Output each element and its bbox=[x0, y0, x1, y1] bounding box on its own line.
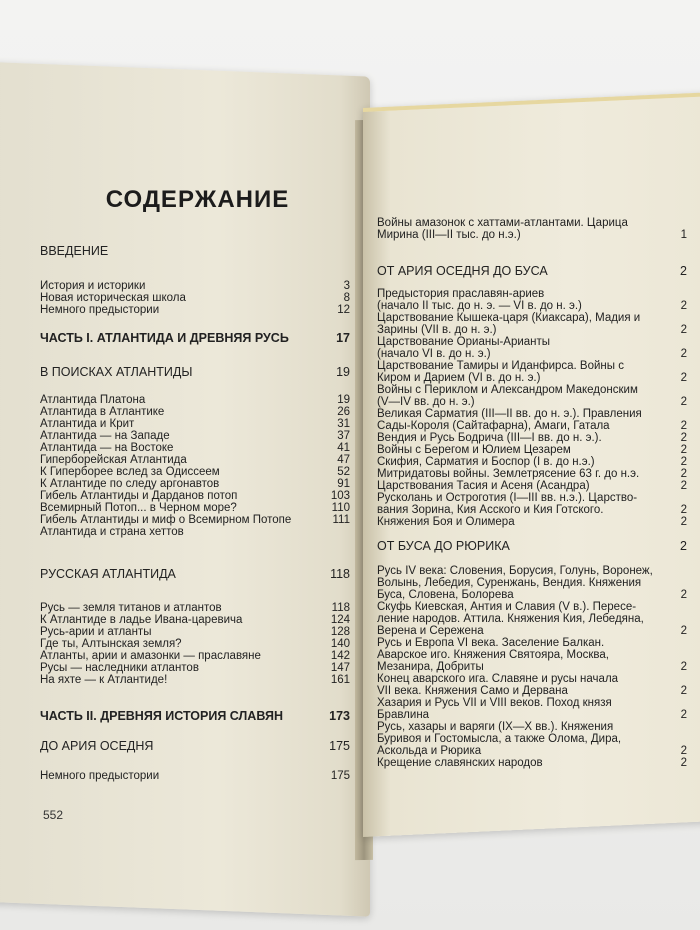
toc-entry-page: 2 bbox=[680, 480, 687, 492]
toc-entry-title: Атлантида и Крит bbox=[40, 418, 135, 430]
toc-entry-title: Предыстория праславян-ариев bbox=[377, 288, 545, 300]
toc-entry-title: Войны с Периклом и Александром Македонским bbox=[377, 384, 638, 396]
toc-entry-page: 1 bbox=[680, 229, 687, 241]
toc-entry bbox=[40, 568, 350, 581]
toc-entry-title: Сады-Короля (Сайтафарна), Амаги, Гатала bbox=[377, 420, 610, 432]
toc-entry-title: Русколань и Остроготия (I—III вв. н.э.). Царство- bbox=[377, 492, 638, 504]
toc-entry-title: Немного предыстории bbox=[40, 770, 160, 782]
toc-entry-title: К Гиперборее вслед за Одиссеем bbox=[40, 466, 220, 478]
toc-entry-title: Митридатовы войны. Землетрясение 63 г. до н.э. bbox=[377, 468, 640, 480]
toc-entry-title: К Атлантиде по следу аргонавтов bbox=[40, 478, 220, 490]
toc-entry-title: (V—IV вв. до н. э.) bbox=[377, 396, 475, 408]
toc-entry-title: РУССКАЯ АТЛАНТИДА bbox=[40, 567, 176, 581]
toc-entry-page: 2 bbox=[680, 745, 687, 757]
toc-entry-title: Аварское иго. Княжения Святояра, Москва, bbox=[377, 649, 609, 661]
toc-entry bbox=[377, 516, 687, 529]
toc-entry-title: Конец аварского ига. Славяне и русы начала bbox=[377, 673, 619, 685]
toc-entry-page: 12 bbox=[337, 304, 350, 316]
toc-entry-title: Верена и Сережена bbox=[377, 625, 484, 637]
toc-entry-title: Киром и Дарием (VI в. до н. э.) bbox=[377, 372, 541, 384]
toc-entry-page: 2 bbox=[680, 516, 687, 528]
toc-entry-page: 124 bbox=[330, 614, 350, 626]
toc-entry-page: 47 bbox=[337, 454, 350, 466]
toc-entry bbox=[40, 304, 350, 317]
toc-entry-title: Буривоя и Гостомысла, а также Олома, Дира, bbox=[377, 733, 622, 745]
toc-entry-title: Русь и Европа VI века. Заселение Балкан. bbox=[377, 637, 605, 649]
toc-entry-title: Атлантида — на Востоке bbox=[40, 442, 174, 454]
toc-entry-page: 2 bbox=[680, 504, 687, 516]
toc-entry-title: ЧАСТЬ I. АТЛАНТИДА И ДРЕВНЯЯ РУСЬ bbox=[40, 331, 289, 345]
toc-entry bbox=[40, 740, 350, 753]
page-number: 552 bbox=[43, 808, 64, 822]
toc-entry-title: Войны с Берегом и Юлием Цезарем bbox=[377, 444, 571, 456]
toc-entry-page: 161 bbox=[330, 674, 350, 686]
toc-entry-title: Зарины (VII в. до н. э.) bbox=[377, 324, 497, 336]
toc-entry-page: 128 bbox=[330, 626, 350, 638]
toc-entry-page: 2 bbox=[680, 468, 687, 480]
toc-entry-title: Гибель Атлантиды и миф о Всемирном Потопе bbox=[40, 514, 292, 526]
toc-entry bbox=[40, 245, 350, 258]
toc-entry-title: вания Зорина, Кия Асского и Кия Готского. bbox=[377, 504, 604, 516]
toc-entry bbox=[40, 332, 350, 345]
toc-entry bbox=[40, 770, 350, 783]
toc-entry-page: 2 bbox=[680, 264, 687, 278]
toc-entry bbox=[40, 674, 350, 687]
toc-entry-title: (начало VI в. до н. э.) bbox=[377, 348, 491, 360]
toc-entry-page: 41 bbox=[337, 442, 350, 454]
toc-entry-page: 2 bbox=[680, 757, 687, 769]
toc-entry-title: Атланты, арии и амазонки — праславяне bbox=[40, 650, 261, 662]
toc-entry-page: 142 bbox=[330, 650, 350, 662]
toc-entry-title: Аскольда и Рюрика bbox=[377, 745, 482, 757]
toc-entry-title: Скуфь Киевская, Антия и Славия (V в.). Пересе- bbox=[377, 601, 637, 613]
toc-entry bbox=[40, 526, 350, 539]
toc-entry-page: 2 bbox=[680, 539, 687, 553]
toc-entry-page: 26 bbox=[337, 406, 350, 418]
toc-entry bbox=[377, 229, 687, 242]
toc-entry-title: Княжения Боя и Олимера bbox=[377, 516, 515, 528]
toc-entry-page: 2 bbox=[680, 709, 687, 721]
toc-entry-page: 2 bbox=[680, 420, 687, 432]
toc-entry bbox=[377, 757, 687, 770]
toc-entry bbox=[40, 710, 350, 723]
toc-entry-page: 173 bbox=[329, 709, 350, 723]
toc-entry-title: ление народов. Аттила. Княжения Кия, Лебедяна, bbox=[377, 613, 644, 625]
toc-entry-page: 3 bbox=[343, 280, 350, 292]
toc-entry-title: Где ты, Алтынская земля? bbox=[40, 638, 182, 650]
toc-entry-title: Царствование Тамиры и Иданфирса. Войны с bbox=[377, 360, 624, 372]
toc-entry bbox=[377, 265, 687, 278]
toc-entry-page: 2 bbox=[680, 661, 687, 673]
toc-entry-title: Волынь, Лебедия, Суренжань, Вендия. Княжения bbox=[377, 577, 642, 589]
toc-entry-title: Хазария и Русь VII и VIII веков. Поход князя bbox=[377, 697, 612, 709]
toc-entry-page: 2 bbox=[680, 589, 687, 601]
toc-entry-title: Русь IV века: Словения, Борусия, Голунь, Воронеж, bbox=[377, 565, 653, 577]
toc-entry-page: 2 bbox=[680, 396, 687, 408]
toc-entry-title: Буса, Словена, Болорева bbox=[377, 589, 514, 601]
toc-entry-page: 2 bbox=[680, 456, 687, 468]
toc-entry-title: В ПОИСКАХ АТЛАНТИДЫ bbox=[40, 365, 193, 379]
toc-entry-page: 2 bbox=[680, 432, 687, 444]
toc-entry-title: Русь — земля титанов и атлантов bbox=[40, 602, 222, 614]
toc-entry-title: Бравлина bbox=[377, 709, 430, 721]
toc-entry-page: 103 bbox=[330, 490, 350, 502]
toc-entry-title: Всемирный Потоп... в Черном море? bbox=[40, 502, 237, 514]
toc-entry-title: К Атлантиде в ладье Ивана-царевича bbox=[40, 614, 243, 626]
toc-entry-page: 91 bbox=[337, 478, 350, 490]
toc-entry-page: 110 bbox=[331, 502, 350, 514]
toc-entry-title: Атлантида — на Западе bbox=[40, 430, 170, 442]
toc-entry-title: Русь, хазары и варяги (IX—X вв.). Княжения bbox=[377, 721, 614, 733]
toc-entry-page: 2 bbox=[680, 685, 687, 697]
toc-entry-title: (начало II тыс. до н. э. — VI в. до н. э.) bbox=[377, 300, 582, 312]
toc-entry-page: 19 bbox=[336, 365, 350, 379]
toc-entry-title: История и историки bbox=[40, 280, 146, 292]
toc-entry-title: Русы — наследники атлантов bbox=[40, 662, 199, 674]
toc-entry-title: Царствование Кышека-царя (Киаксара), Мадия и bbox=[377, 312, 641, 324]
toc-entry bbox=[40, 366, 350, 379]
toc-entry-title: ВВЕДЕНИЕ bbox=[40, 244, 109, 258]
toc-entry-page: 2 bbox=[680, 324, 687, 336]
toc-entry-title: ОТ АРИЯ ОСЕДНЯ ДО БУСА bbox=[377, 264, 548, 278]
toc-entry-page: 2 bbox=[680, 372, 687, 384]
toc-entry-page: 175 bbox=[329, 739, 350, 753]
toc-entry-title: Мезанира, Добриты bbox=[377, 661, 484, 673]
toc-entry-page: 118 bbox=[331, 602, 350, 614]
toc-entry-page: 175 bbox=[330, 770, 350, 782]
toc-entry-page: 147 bbox=[330, 662, 350, 674]
toc-entry-page: 2 bbox=[680, 625, 687, 637]
toc-entry-title: ОТ БУСА ДО РЮРИКА bbox=[377, 539, 510, 553]
toc-entry-title: ДО АРИЯ ОСЕДНЯ bbox=[40, 739, 154, 753]
toc-entry-title: Гиперборейская Атлантида bbox=[40, 454, 187, 466]
toc-entry-title: Мирина (III—II тыс. до н.э.) bbox=[377, 229, 521, 241]
toc-entry-title: На яхте — к Атлантиде! bbox=[40, 674, 168, 686]
toc-entry-page: 2 bbox=[680, 444, 687, 456]
toc-entry-page: 31 bbox=[337, 418, 350, 430]
toc-entry-title: VII века. Княжения Само и Дервана bbox=[377, 685, 568, 697]
toc-entry-page: 140 bbox=[330, 638, 350, 650]
toc-entry-page: 2 bbox=[680, 348, 687, 360]
toc-entry-page: 17 bbox=[336, 331, 350, 345]
toc-entry-title: Немного предыстории bbox=[40, 304, 160, 316]
toc-entry-title: ЧАСТЬ II. ДРЕВНЯЯ ИСТОРИЯ СЛАВЯН bbox=[40, 709, 284, 723]
toc-entry-page: 37 bbox=[337, 430, 350, 442]
toc-entry-page: 19 bbox=[337, 394, 350, 406]
toc-entry-title: Гибель Атлантиды и Дарданов потоп bbox=[40, 490, 238, 502]
toc-entry-page: 118 bbox=[330, 567, 350, 581]
toc-entry-title: Новая историческая школа bbox=[40, 292, 186, 304]
toc-entry-page: 8 bbox=[343, 292, 350, 304]
toc-entry-title: Крещение славянских народов bbox=[377, 757, 543, 769]
toc-entry bbox=[377, 540, 687, 553]
toc-entry-title: Атлантида в Атлантике bbox=[40, 406, 165, 418]
toc-entry-title: Атлантида и страна хеттов bbox=[40, 526, 184, 538]
toc-entry-page: 111 bbox=[332, 514, 350, 526]
toc-entry-title: Царствования Тасия и Асеня (Асандра) bbox=[377, 480, 590, 492]
toc-entry-title: Великая Сарматия (III—II вв. до н. э.). Правления bbox=[377, 408, 642, 420]
toc-entry-title: Царствование Орианы-Арианты bbox=[377, 336, 551, 348]
toc-entry-title: Скифия, Сарматия и Боспор (I в. до н.э.) bbox=[377, 456, 595, 468]
toc-entry-title: Вендия и Русь Бодрича (III—I вв. до н. э.). bbox=[377, 432, 602, 444]
toc-entry-page: 2 bbox=[680, 300, 687, 312]
toc-entry-page: 52 bbox=[337, 466, 350, 478]
toc-entry-title: Атлантида Платона bbox=[40, 394, 146, 406]
toc-entry-title: Войны амазонок с хаттами-атлантами. Царица bbox=[377, 217, 628, 229]
toc-entry-title: Русь-арии и атланты bbox=[40, 626, 152, 638]
contents-title: СОДЕРЖАНИЕ bbox=[105, 186, 290, 213]
